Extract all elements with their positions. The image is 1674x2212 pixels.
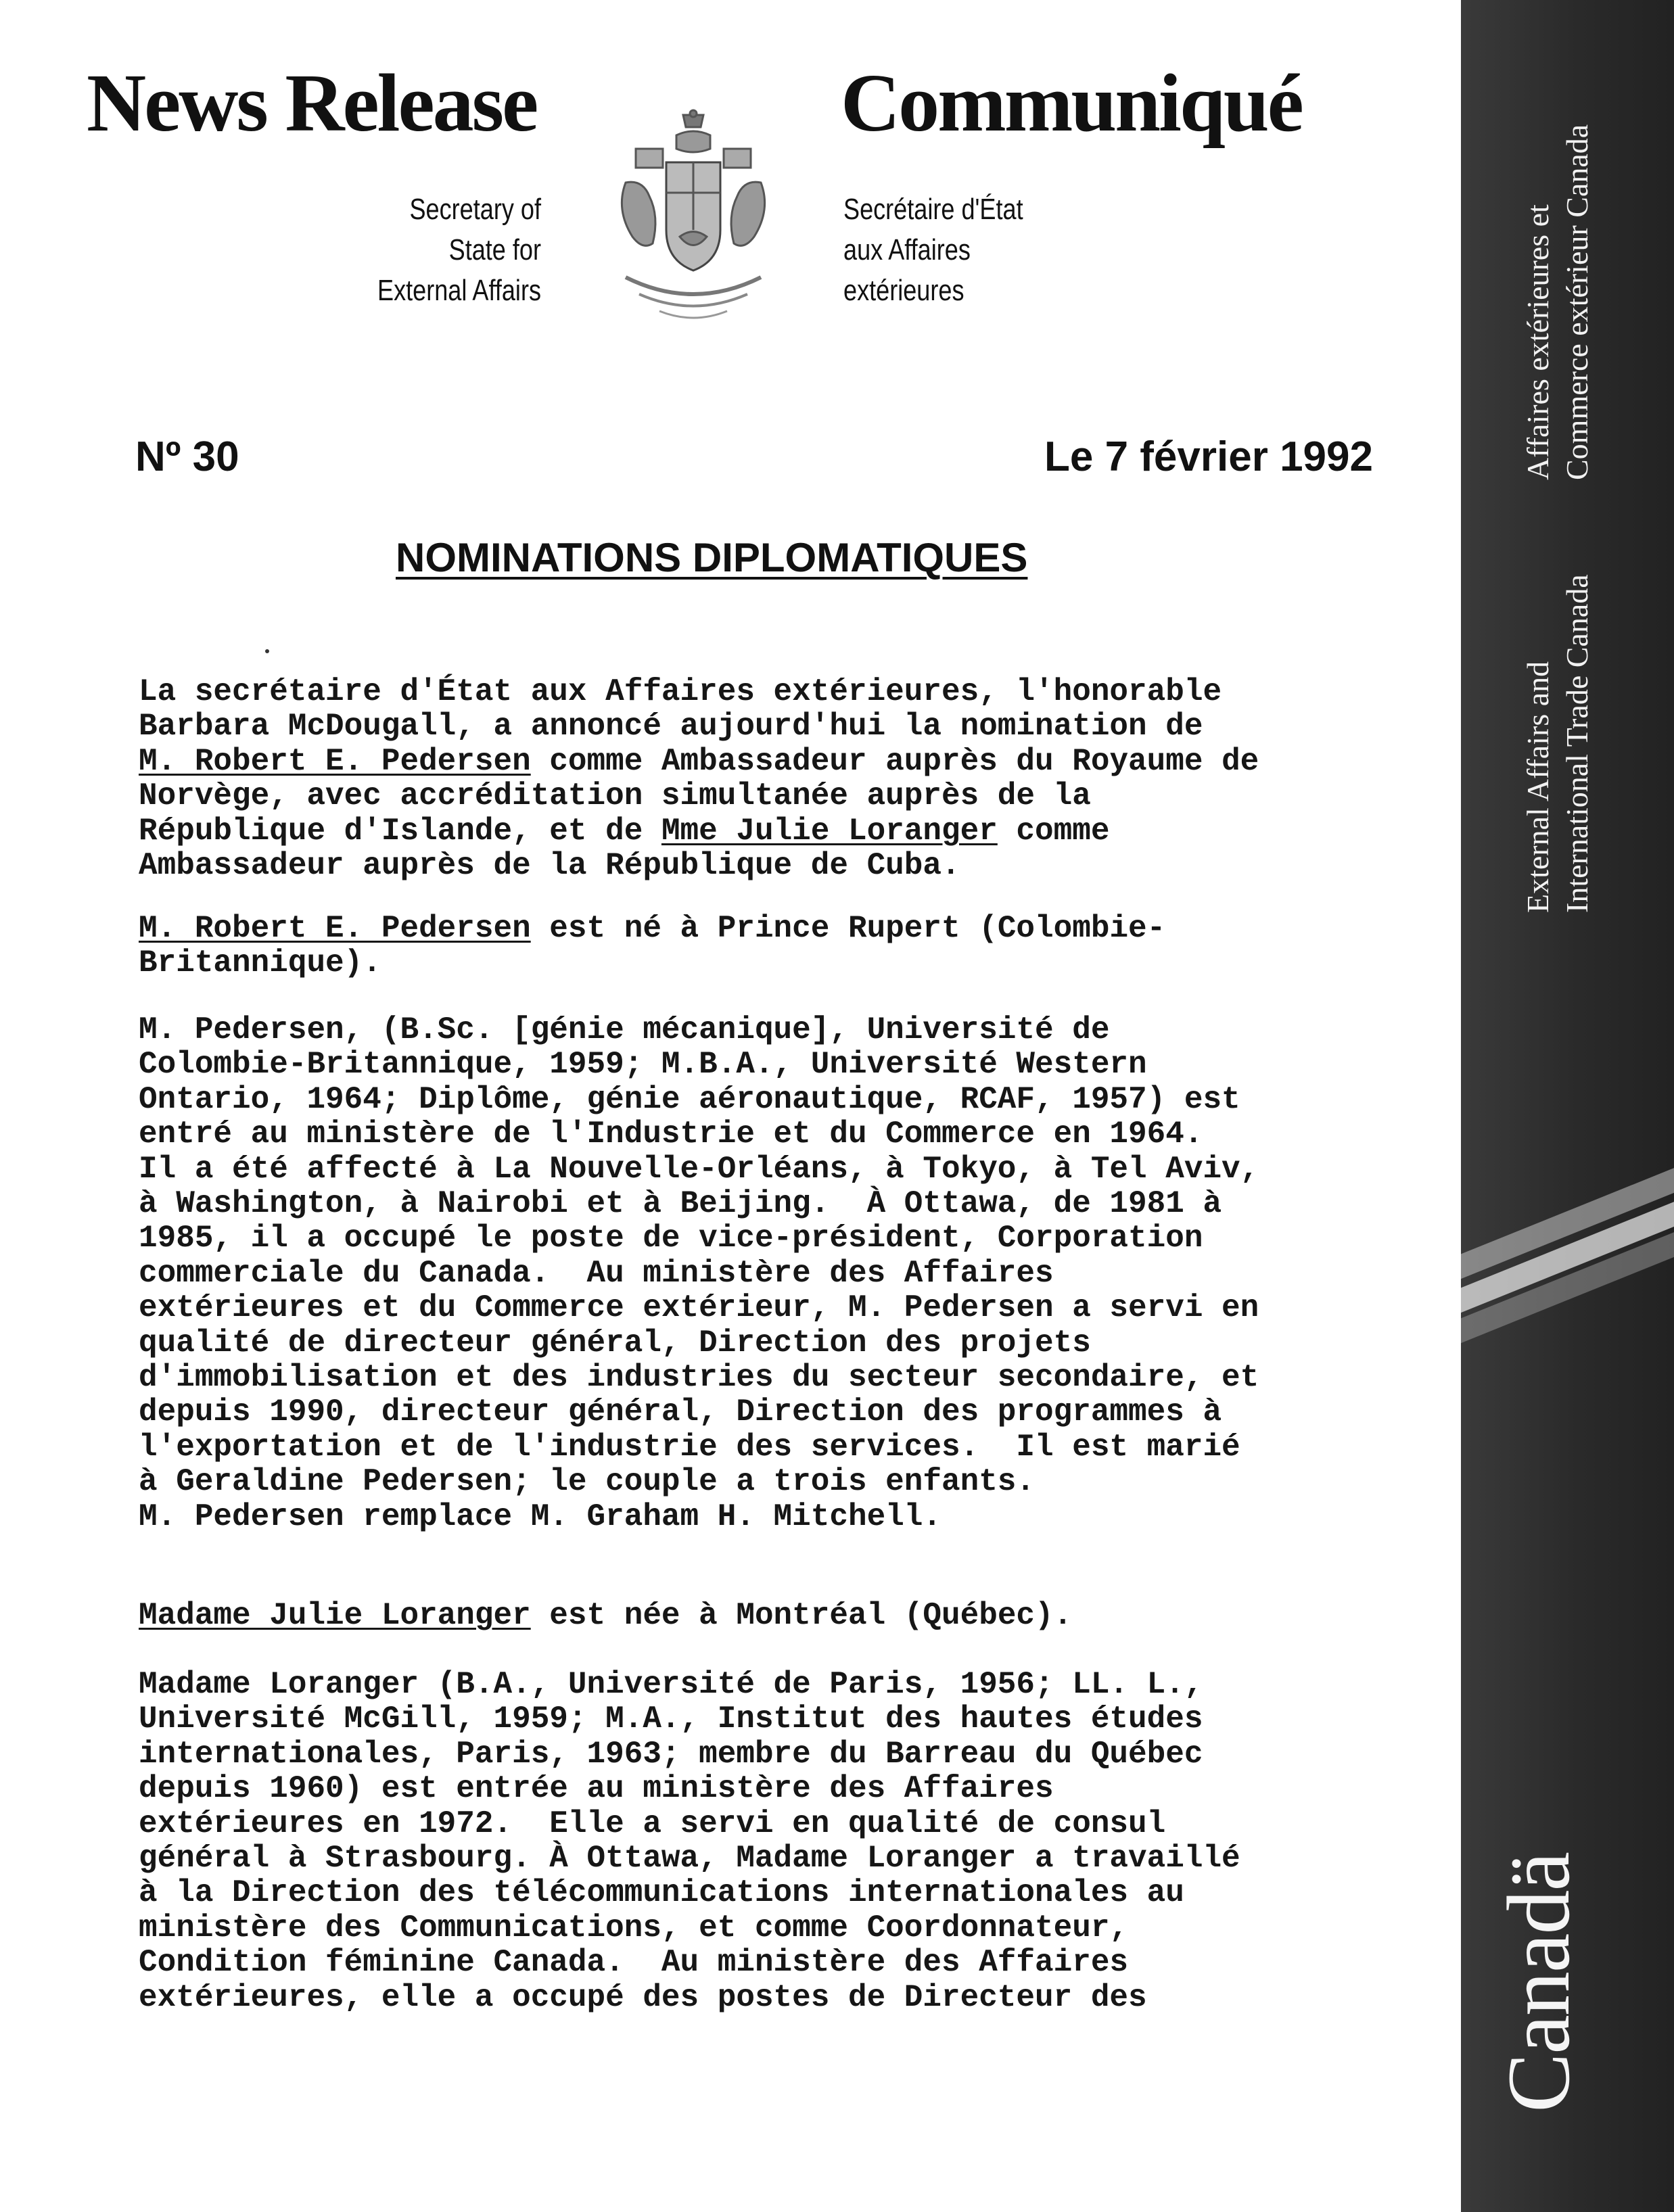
text-line: commerciale du Canada. Au ministère des Affaires: [139, 1255, 1054, 1291]
sidebar-ministry-en-line2: International Trade Canada: [1560, 574, 1594, 913]
canada-wordmark-text: Canadä: [1489, 1853, 1588, 2113]
text-line: qualité de directeur général, Direction des projets: [139, 1325, 1091, 1361]
sidebar-ministry-fr-line1: Affaires extérieures et: [1520, 204, 1555, 480]
release-number: Nº 30: [135, 433, 239, 480]
text-line: Ambassadeur auprès de la République de Cuba.: [139, 848, 960, 884]
paragraph-loranger-birth: [139, 1599, 1410, 1633]
text-line: à Geraldine Pedersen; le couple a trois enfants.: [139, 1464, 1036, 1500]
department-fr-line: aux Affaires: [843, 233, 971, 266]
sidebar-ministry-fr: [1518, 41, 1597, 480]
department-fr-line: extérieures: [843, 274, 964, 307]
stray-mark: [265, 649, 269, 653]
text-line: à la Direction des télécommunications internationales au: [139, 1875, 1184, 1911]
text-line: M. Pedersen remplace M. Graham H. Mitchell.: [139, 1499, 941, 1534]
canada-wordmark: [1488, 1853, 1596, 2137]
title-communique: Communiqué: [841, 57, 1302, 149]
text-line: La secrétaire d'État aux Affaires extérieures, l'honorable: [139, 674, 1222, 709]
department-en: [375, 189, 541, 311]
paragraph-pedersen-career: [139, 1013, 1410, 1534]
text-line: extérieures, elle a occupé des postes de Directeur des: [139, 1979, 1147, 2015]
text-line: 1985, il a occupé le poste de vice-président, Corporation: [139, 1221, 1203, 1256]
text-line: à Washington, à Nairobi et à Beijing. À Ottawa, de 1981 à: [139, 1186, 1222, 1222]
department-en-line: Secretary of: [409, 193, 541, 226]
text-line: entré au ministère de l'Industrie et du Commerce en 1964.: [139, 1116, 1203, 1152]
text-line: depuis 1990, directeur général, Direction des programmes à: [139, 1394, 1222, 1430]
paragraph-loranger-career: [139, 1668, 1410, 2015]
paragraph-announcement: [139, 675, 1410, 883]
text-line: Colombie-Britannique, 1959; M.B.A., Université Western: [139, 1047, 1147, 1083]
text-line: Ontario, 1964; Diplôme, génie aéronautique, RCAF, 1957) est: [139, 1081, 1240, 1117]
text-line: Université McGill, 1959; M.A., Institut des hautes études: [139, 1701, 1203, 1737]
sidebar-ministry-en-line1: External Affairs and: [1520, 661, 1555, 913]
text-line: M. Pedersen, (B.Sc. [génie mécanique], Université de: [139, 1012, 1110, 1048]
text-line: internationales, Paris, 1963; membre du Barreau du Québec: [139, 1736, 1203, 1772]
department-fr-line: Secrétaire d'État: [843, 193, 1023, 226]
text-line: [139, 912, 1410, 946]
release-date: Le 7 février 1992: [1044, 433, 1373, 480]
text-segment: comme: [997, 813, 1110, 849]
text-line: général à Strasbourg. À Ottawa, Madame Loranger a travaillé: [139, 1841, 1240, 1877]
department-en-line: State for: [448, 233, 541, 266]
text-line: l'exportation et de l'industrie des services. Il est marié: [139, 1429, 1240, 1465]
name-loranger: Mme Julie Loranger: [661, 813, 998, 849]
text-line: [139, 814, 1410, 849]
sidebar-ministry-fr-line2: Commerce extérieur Canada: [1560, 124, 1594, 480]
text-line: Norvège, avec accréditation simultanée auprès de la: [139, 778, 1091, 814]
text-segment: est né à Prince Rupert (Colombie-: [530, 911, 1166, 946]
text-line: d'immobilisation et des industries du secteur secondaire, et: [139, 1360, 1259, 1396]
text-line: Condition féminine Canada. Au ministère des Affaires: [139, 1945, 1129, 1981]
text-line: extérieures et du Commerce extérieur, M. Pedersen a servi en: [139, 1290, 1259, 1326]
text-segment: est née à Montréal (Québec).: [530, 1598, 1073, 1633]
name-loranger: Madame Julie Loranger: [139, 1598, 531, 1633]
text-line: [139, 1599, 1410, 1633]
name-pedersen: M. Robert E. Pedersen: [139, 911, 531, 946]
sidebar-ministry-en: [1518, 507, 1597, 913]
department-en-line: External Affairs: [377, 274, 541, 307]
department-fr: [843, 189, 1065, 311]
text-line: Barbara McDougall, a annoncé aujourd'hui la nomination de: [139, 709, 1203, 745]
text-line: Madame Loranger (B.A., Université de Paris, 1956; LL. L.,: [139, 1667, 1203, 1702]
text-line: Britannique).: [139, 945, 381, 981]
coat-of-arms-icon: [612, 108, 774, 331]
name-pedersen: M. Robert E. Pedersen: [139, 743, 531, 779]
text-line: extérieures en 1972. Elle a servi en qualité de consul: [139, 1806, 1166, 1841]
release-heading: NOMINATIONS DIPLOMATIQUES: [396, 535, 1028, 580]
text-line: Il a été affecté à La Nouvelle-Orléans, à Tokyo, à Tel Aviv,: [139, 1151, 1259, 1187]
title-news-release: News Release: [87, 57, 537, 149]
text-line: ministère des Communications, et comme Coordonnateur,: [139, 1910, 1129, 1946]
text-line: [139, 745, 1410, 779]
text-segment: comme Ambassadeur auprès du Royaume de: [530, 743, 1259, 779]
paragraph-pedersen-birth: [139, 912, 1410, 981]
text-line: depuis 1960) est entrée au ministère des Affaires: [139, 1771, 1054, 1807]
text-segment: République d'Islande, et de: [139, 813, 661, 849]
